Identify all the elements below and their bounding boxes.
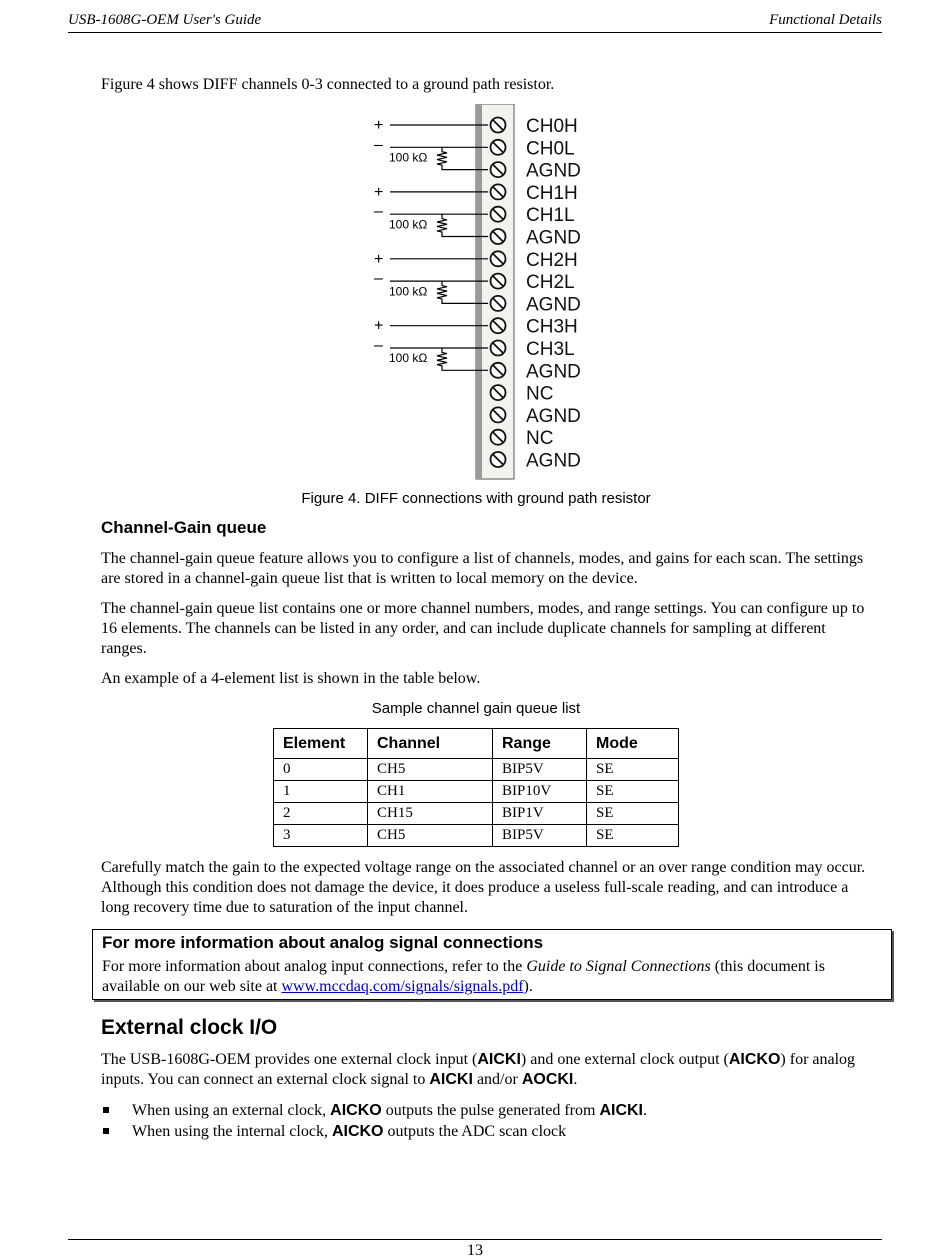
- table-cell: 0: [274, 759, 368, 781]
- text-part: outputs the pulse generated from: [381, 1102, 600, 1119]
- table-cell: CH1: [368, 781, 493, 803]
- terminal-label: CH2L: [526, 272, 575, 294]
- channel-gain-heading: Channel-Gain queue: [101, 518, 267, 537]
- channel-gain-paragraph-4: Carefully match the gain to the expected voltage range on the associated channel or an over range condition may occur. Although this condition does not damage the device, it does produce a useless full-scale reading, and can introduce a long recovery time due to saturation of the input channel.: [101, 859, 866, 916]
- info-box-text: [102, 957, 882, 997]
- header-section-title: Functional Details: [769, 12, 882, 28]
- table-row: [274, 803, 679, 825]
- terminal-label: AGND: [526, 450, 581, 472]
- external-clock-heading: External clock I/O: [101, 1016, 278, 1039]
- table-cell: 3: [274, 825, 368, 847]
- terminal-label: AGND: [526, 160, 581, 182]
- table-cell: 1: [274, 781, 368, 803]
- info-text-part: ).: [523, 978, 533, 995]
- clock-bullet-list: [101, 1100, 647, 1142]
- table-cell: CH15: [368, 803, 493, 825]
- external-clock-paragraph: [101, 1050, 873, 1090]
- text-part: .: [643, 1102, 647, 1119]
- terminal-screw-icon: [491, 341, 506, 356]
- table-cell: CH5: [368, 825, 493, 847]
- table-cell: SE: [587, 781, 679, 803]
- table-cell: BIP1V: [493, 803, 587, 825]
- plus-sign: +: [374, 183, 384, 201]
- terminal-screw-icon: [491, 407, 506, 422]
- info-text-part: (this document is available on our web site at: [102, 958, 825, 995]
- terminal-screw-icon: [491, 452, 506, 467]
- list-item: [101, 1121, 647, 1142]
- plus-sign: +: [374, 317, 384, 335]
- terminal-screw-icon: [491, 162, 506, 177]
- terminal-label: AGND: [526, 361, 581, 383]
- text-part: .: [573, 1071, 578, 1088]
- text-part: ) and one external clock output (: [520, 1051, 729, 1068]
- terminal-screw-icon: [491, 430, 506, 445]
- terminal-screw-icon: [491, 274, 506, 289]
- channel-gain-paragraph-3: An example of a 4-element list is shown in the table below.: [101, 670, 481, 687]
- terminal-screw-icon: [491, 229, 506, 244]
- table-cell: SE: [587, 803, 679, 825]
- table-header-cell: Mode: [587, 729, 679, 759]
- aicki-label: AICKI: [599, 1102, 643, 1119]
- terminal-label: CH2H: [526, 249, 578, 271]
- table-cell: SE: [587, 759, 679, 781]
- minus-sign: –: [374, 203, 383, 221]
- terminal-label: AGND: [526, 227, 581, 249]
- terminal-screw-icon: [491, 118, 506, 133]
- text-part: and/or: [472, 1071, 522, 1088]
- text-part: ) for analog inputs. You can connect an external clock signal to: [101, 1051, 856, 1088]
- info-box-title: For more information about analog signal connections: [102, 933, 544, 952]
- text-part: The USB-1608G-OEM provides one external clock input (: [101, 1051, 478, 1068]
- aicko-label: AICKO: [331, 1123, 384, 1140]
- figure-caption: Figure 4. DIFF connections with ground path resistor: [301, 490, 651, 507]
- channel-gain-table: [273, 728, 679, 847]
- table-row: [274, 781, 679, 803]
- resistor-label: 100 kΩ: [389, 351, 428, 366]
- bullet-square-icon: [103, 1107, 109, 1113]
- terminal-screw-icon: [491, 318, 506, 333]
- resistor-label: 100 kΩ: [389, 150, 428, 165]
- table-cell: SE: [587, 825, 679, 847]
- table-header-cell: Element: [274, 729, 368, 759]
- aicko-label: AICKO: [728, 1051, 781, 1068]
- terminal-label: AGND: [526, 405, 581, 427]
- table-header-row: [274, 729, 679, 759]
- text-part: When using an external clock,: [132, 1102, 331, 1119]
- aicko-label: AICKO: [330, 1102, 382, 1119]
- minus-sign: –: [374, 337, 383, 354]
- resistor-label: 100 kΩ: [389, 217, 428, 232]
- page-header: [68, 12, 882, 33]
- table-header-cell: Channel: [368, 729, 493, 759]
- terminal-screw-icon: [491, 363, 506, 378]
- plus-sign: +: [374, 117, 384, 134]
- table-row: [274, 759, 679, 781]
- terminal-label: CH3L: [526, 339, 575, 360]
- terminal-screw-icon: [491, 184, 506, 199]
- terminal-label: CH1L: [526, 205, 575, 227]
- terminal-label: NC: [526, 428, 554, 450]
- page-number: 13: [467, 1242, 483, 1259]
- info-text-part: For more information about analog input connections, refer to the: [102, 958, 527, 975]
- table-cell: BIP5V: [493, 759, 587, 781]
- table-cell: BIP5V: [493, 825, 587, 847]
- terminal-label: CH1H: [526, 182, 578, 204]
- footer-rule: [68, 1239, 882, 1240]
- intro-paragraph: Figure 4 shows DIFF channels 0-3 connected to a ground path resistor.: [101, 76, 555, 93]
- aocki-label: AOCKI: [521, 1071, 574, 1088]
- aicki-label: AICKI: [477, 1051, 521, 1068]
- resistor-label: 100 kΩ: [389, 284, 428, 299]
- terminal-screw-icon: [491, 207, 506, 222]
- table-header-cell: Range: [493, 729, 587, 759]
- channel-gain-paragraph-2: The channel-gain queue list contains one or more channel numbers, modes, and range settings. You can configure up to 16 elements. The channels can be listed in any order, and can include duplicate channels for sampling at different ranges.: [101, 600, 865, 657]
- minus-sign: –: [374, 136, 383, 154]
- terminal-label: CH0H: [526, 116, 578, 137]
- terminal-screw-icon: [491, 140, 506, 155]
- info-box: [92, 929, 892, 1000]
- table-row: [274, 825, 679, 847]
- terminal-label: AGND: [526, 294, 581, 316]
- header-doc-title: USB-1608G-OEM User's Guide: [68, 12, 262, 28]
- table-cell: 2: [274, 803, 368, 825]
- minus-sign: –: [374, 270, 383, 288]
- guide-title: Guide to Signal Connections: [526, 958, 711, 975]
- terminal-label: NC: [526, 383, 554, 405]
- terminal-label: CH0L: [526, 138, 575, 160]
- plus-sign: +: [374, 250, 384, 268]
- bullet-square-icon: [103, 1128, 109, 1134]
- terminal-screw-icon: [491, 385, 506, 400]
- channel-gain-paragraph-1: The channel-gain queue feature allows you to configure a list of channels, modes, and gains for each scan. The settings are stored in a channel-gain queue list that is written to local memory on the device.: [101, 550, 864, 587]
- table-cell: CH5: [368, 759, 493, 781]
- list-item: [101, 1100, 647, 1121]
- text-part: When using the internal clock,: [132, 1123, 332, 1140]
- text-part: outputs the ADC scan clock: [383, 1123, 567, 1140]
- table-caption: Sample channel gain queue list: [371, 700, 581, 717]
- diff-connection-diagram: [370, 104, 600, 482]
- terminal-screw-icon: [491, 251, 506, 266]
- table-cell: BIP10V: [493, 781, 587, 803]
- signals-pdf-link[interactable]: www.mccdaq.com/signals/signals.pdf: [281, 978, 524, 995]
- aicki-label: AICKI: [429, 1071, 473, 1088]
- terminal-screw-icon: [491, 296, 506, 311]
- terminal-label: CH3H: [526, 316, 578, 338]
